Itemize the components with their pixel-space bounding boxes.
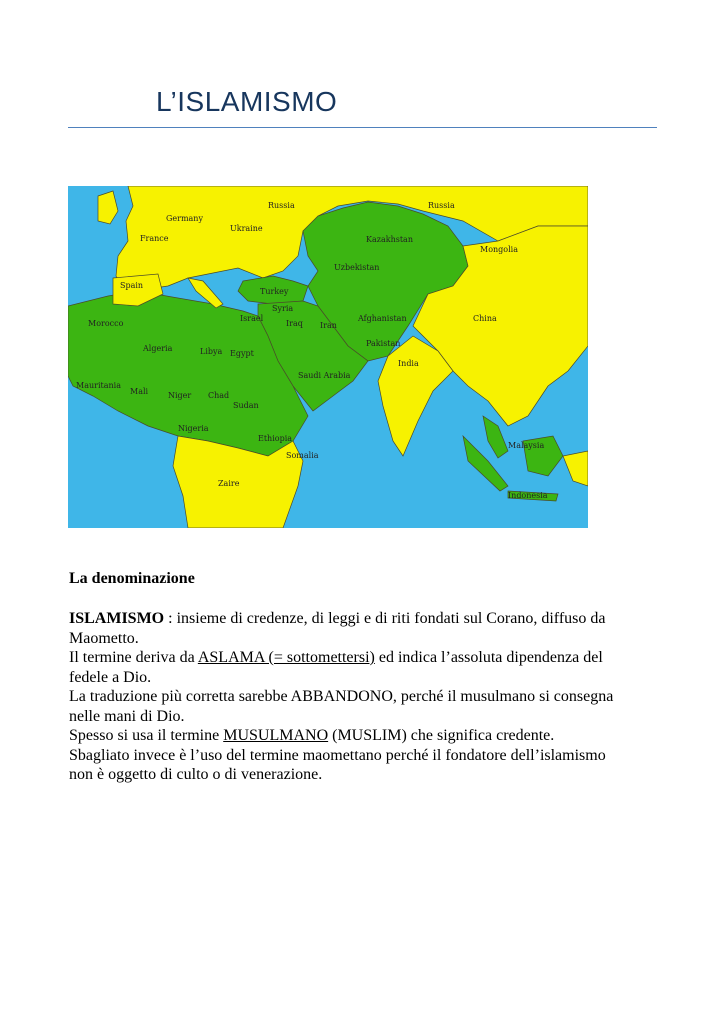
map-label-india: India: [398, 359, 419, 368]
text-line-2: Maometto.: [69, 629, 139, 647]
map-label-israel: Israel: [240, 314, 264, 323]
text-line-3-post: ed indica l’assoluta dipendenza del: [374, 649, 603, 666]
text-line-3: [69, 648, 669, 668]
map-label-spain: Spain: [120, 281, 144, 290]
term-aslama: ASLAMA (= sottomettersi): [197, 649, 375, 666]
map-label-zaire: Zaire: [218, 479, 240, 488]
definition-paragraph: [69, 609, 669, 785]
section-heading: La denominazione: [69, 570, 195, 587]
term-musulmano: MUSULMANO: [223, 727, 329, 744]
map-label-kazakhstan: Kazakhstan: [366, 235, 413, 244]
map-label-germany: Germany: [166, 214, 203, 223]
islam-world-map: [68, 186, 588, 528]
map-svg: [68, 186, 588, 528]
map-label-somalia: Somalia: [286, 451, 319, 460]
map-label-malaysia: Malaysia: [508, 441, 545, 450]
malaysia-land: [483, 416, 508, 458]
text-line-6: nelle mani di Dio.: [69, 707, 185, 725]
map-label-iran: Iran: [320, 321, 337, 330]
map-label-libya: Libya: [200, 347, 223, 356]
map-label-niger: Niger: [168, 391, 192, 400]
map-label-mauritania: Mauritania: [76, 381, 121, 390]
papua-land: [563, 451, 588, 486]
map-label-ukraine: Ukraine: [230, 224, 263, 233]
map-label-france: France: [140, 234, 169, 243]
term-islamismo: ISLAMISMO: [69, 610, 165, 627]
uk-land: [98, 191, 118, 224]
map-label-turkey: Turkey: [260, 287, 289, 296]
map-label-iraq: Iraq: [286, 319, 303, 328]
text-line-1-rest: : insieme di credenze, di leggi e di riti fondati sul Corano, diffuso da: [164, 610, 606, 627]
map-label-afghanistan: Afghanistan: [358, 314, 407, 323]
map-label-mali: Mali: [130, 387, 149, 396]
map-label-uzbekistan: Uzbekistan: [334, 263, 380, 272]
map-label-indonesia: Indonesia: [508, 491, 548, 500]
text-line-8: Sbagliato invece è l’uso del termine maomettano perché il fondatore dell’islamismo: [69, 746, 606, 764]
page-title: L’ISLAMISMO: [156, 86, 338, 117]
map-label-sudan: Sudan: [233, 401, 259, 410]
text-line-7-post: (MUSLIM) che significa credente.: [328, 727, 555, 744]
map-label-mongolia: Mongolia: [480, 245, 518, 254]
text-line-7: [69, 726, 669, 746]
map-label-nigeria: Nigeria: [178, 424, 209, 433]
text-line-7-pre: Spesso si usa il termine: [69, 727, 224, 744]
map-label-egypt: Egypt: [230, 349, 254, 358]
map-label-ethiopia: Ethiopia: [258, 434, 293, 443]
map-label-morocco: Morocco: [88, 319, 124, 328]
map-label-russia-e: Russia: [428, 201, 455, 210]
map-label-china: China: [473, 314, 497, 323]
text-line-3-pre: Il termine deriva da: [69, 649, 198, 666]
text-line-5: La traduzione più corretta sarebbe ABBANDONO, perché il musulmano si consegna: [69, 688, 614, 705]
map-label-algeria: Algeria: [143, 344, 173, 353]
title-underline: [68, 127, 657, 128]
map-label-pakistan: Pakistan: [366, 339, 401, 348]
text-line-1: [69, 609, 669, 629]
map-label-syria: Syria: [272, 304, 294, 313]
map-label-saudi-arabia: Saudi Arabia: [298, 371, 351, 380]
text-line-4: fedele a Dio.: [69, 668, 152, 686]
map-label-russia-w: Russia: [268, 201, 295, 210]
text-line-9: non è oggetto di culto o di venerazione.: [69, 766, 323, 783]
map-label-chad: Chad: [208, 391, 230, 400]
